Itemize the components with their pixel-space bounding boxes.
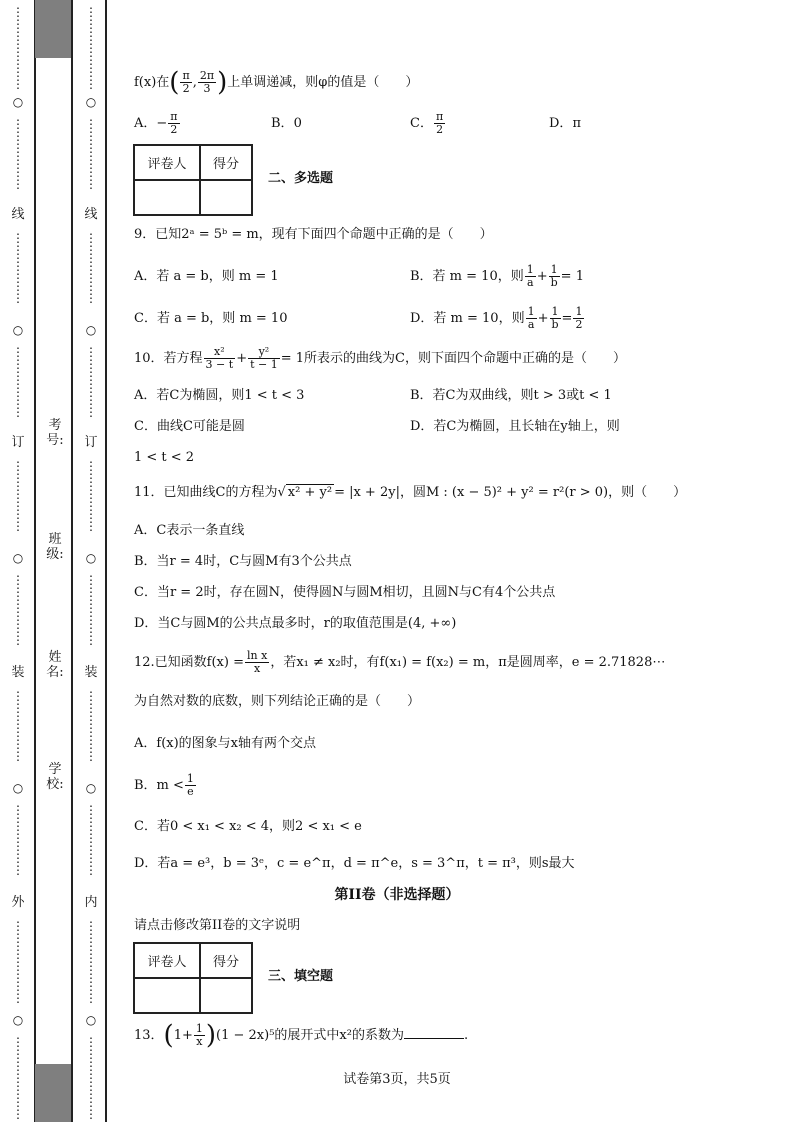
dotted-rule: ⋮ ⋮ ⋮ ⋮ ⋮ ⋮ ⋮ bbox=[12, 1035, 24, 1121]
dotted-rule: ⋮ ⋮ ⋮ ⋮ ⋮ ⋮ bbox=[85, 459, 97, 533]
info-school[interactable]: 学校: bbox=[46, 762, 64, 792]
q11-option-c[interactable]: C．当r = 2时，存在圆N，使得圆N与圆M相切，且圆N与C有4个公共点 bbox=[134, 585, 556, 600]
dotted-rule: ⋮ ⋮ ⋮ ⋮ ⋮ ⋮ bbox=[85, 803, 97, 877]
q8-prefix: f(x)在 bbox=[134, 75, 170, 90]
margin-line-mid bbox=[71, 0, 73, 1122]
section-title-fill: 三、填空题 bbox=[268, 969, 334, 984]
q10-option-b[interactable]: B．若C为双曲线，则t > 3或t < 1 bbox=[410, 388, 612, 403]
score-header-grader: 评卷人 bbox=[134, 943, 200, 978]
dotted-rule: ⋮ ⋮ ⋮ ⋮ ⋮ ⋮ bbox=[12, 117, 24, 191]
margin-label-wai: 外 bbox=[11, 895, 25, 910]
q12-option-b[interactable]: B．m < $\frac{1}{e}$ bbox=[134, 772, 194, 798]
q12-option-a[interactable]: A．f(x)的图象与x轴有两个交点 bbox=[134, 736, 317, 751]
part2-title: 第II卷（非选择题） bbox=[334, 887, 460, 903]
circle-marker: ○ bbox=[85, 781, 97, 795]
circle-marker: ○ bbox=[12, 95, 24, 109]
q8-option-d[interactable]: D．π bbox=[549, 116, 581, 131]
q8-frac2: $\frac{2\pi}{3}$ bbox=[199, 69, 215, 95]
dotted-rule: ⋮ ⋮ ⋮ ⋮ ⋮ ⋮ bbox=[85, 117, 97, 191]
dotted-rule: ⋮ ⋮ ⋮ ⋮ ⋮ ⋮ ⋮ bbox=[85, 5, 97, 91]
circle-marker: ○ bbox=[12, 1013, 24, 1027]
score-table-2 bbox=[133, 942, 253, 1014]
margin-label-xian: 线 bbox=[11, 207, 25, 222]
info-class[interactable]: 班级: bbox=[46, 532, 64, 562]
q10-option-c[interactable]: C．曲线C可能是圆 bbox=[134, 419, 245, 434]
q13-stem: 13．(1+ $\frac{1}{x}$ )(1 − 2x)⁵的展开式中x²的系数为 . bbox=[134, 1020, 469, 1051]
dotted-rule: ⋮ ⋮ ⋮ ⋮ ⋮ ⋮ bbox=[12, 459, 24, 533]
q12-option-c[interactable]: C．若0 < x₁ < x₂ < 4，则2 < x₁ < e bbox=[134, 819, 362, 834]
dotted-rule: ⋮ ⋮ ⋮ ⋮ ⋮ ⋮ bbox=[85, 231, 97, 305]
margin-label-zhuang-inner: 装 bbox=[84, 665, 98, 680]
circle-marker: ○ bbox=[12, 551, 24, 565]
circle-marker: ○ bbox=[85, 95, 97, 109]
part2-note[interactable]: 请点击修改第II卷的文字说明 bbox=[134, 918, 301, 933]
margin-line-left bbox=[34, 0, 36, 1122]
dotted-rule: ⋮ ⋮ ⋮ ⋮ ⋮ ⋮ ⋮ bbox=[12, 5, 24, 91]
info-name[interactable]: 姓名: bbox=[46, 650, 64, 680]
q8-stem: f(x)在( $\frac{\pi}{2}$ , $\frac{2\pi}{3}$ )上单调递减，则φ的值是（ ） bbox=[134, 67, 419, 98]
score-header-grader: 评卷人 bbox=[134, 145, 200, 180]
q11-option-d[interactable]: D．当C与圆M的公共点最多时，r的取值范围是(4, +∞) bbox=[134, 616, 457, 631]
q8-suffix: 上单调递减，则φ的值是（ ） bbox=[227, 75, 419, 90]
q10-option-d-cont: 1 < t < 2 bbox=[134, 450, 195, 465]
q10-option-d[interactable]: D．若C为椭圆，且长轴在y轴上，则 bbox=[410, 419, 620, 434]
q10-stem: 10．若方程 $\frac{\text{x²}}{3 - t}$ + $\frac{\text{y²}}{t - 1}$ = 1所表示的曲线为C，则下面四个命题中正确的是（ ） bbox=[134, 345, 626, 371]
circle-marker: ○ bbox=[85, 323, 97, 337]
margin-line-right bbox=[105, 0, 107, 1122]
score-cell-grader[interactable] bbox=[134, 180, 200, 215]
q8-option-b[interactable]: B．0 bbox=[271, 116, 302, 131]
score-table-1 bbox=[133, 144, 253, 216]
score-cell-grader[interactable] bbox=[134, 978, 200, 1013]
q10-option-a[interactable]: A．若C为椭圆，则1 < t < 3 bbox=[134, 388, 305, 403]
margin-label-nei: 内 bbox=[84, 895, 98, 910]
page-footer: 试卷第3页，共5页 bbox=[343, 1072, 451, 1087]
score-header-score: 得分 bbox=[200, 145, 252, 180]
q8-option-c[interactable]: C． $\frac{\pi}{2}$ bbox=[410, 110, 444, 136]
q9-option-c[interactable]: C．若 a = b，则 m = 10 bbox=[134, 311, 288, 326]
dotted-rule: ⋮ ⋮ ⋮ ⋮ ⋮ ⋮ ⋮ bbox=[85, 1035, 97, 1121]
gray-block-top bbox=[35, 0, 71, 58]
dotted-rule: ⋮ ⋮ ⋮ ⋮ ⋮ ⋮ ⋮ bbox=[12, 919, 24, 1005]
circle-marker: ○ bbox=[85, 551, 97, 565]
dotted-rule: ⋮ ⋮ ⋮ ⋮ ⋮ ⋮ bbox=[85, 573, 97, 647]
score-cell-score[interactable] bbox=[200, 978, 252, 1013]
dotted-rule: ⋮ ⋮ ⋮ ⋮ ⋮ ⋮ bbox=[85, 345, 97, 419]
dotted-rule: ⋮ ⋮ ⋮ ⋮ ⋮ ⋮ bbox=[12, 573, 24, 647]
dotted-rule: ⋮ ⋮ ⋮ ⋮ ⋮ ⋮ bbox=[12, 231, 24, 305]
q12-option-d[interactable]: D．若a = e³，b = 3ᵉ，c = e^π，d = π^e，s = 3^π，t = π³，则s最大 bbox=[134, 856, 575, 871]
margin-label-zhuang: 装 bbox=[11, 665, 25, 680]
q12-stem: 12.已知函数f(x) = $\frac{\text{ln x}}{x}$ ，若x₁ ≠ x₂时，有f(x₁) = f(x₂) = m，π是圆周率，e = 2.71828⋯ bbox=[134, 649, 666, 675]
circle-marker: ○ bbox=[12, 323, 24, 337]
score-cell-score[interactable] bbox=[200, 180, 252, 215]
q8-option-a[interactable]: A．− $\frac{\pi}{2}$ bbox=[134, 110, 178, 136]
dotted-rule: ⋮ ⋮ ⋮ ⋮ ⋮ ⋮ ⋮ bbox=[85, 919, 97, 1005]
dotted-rule: ⋮ ⋮ ⋮ ⋮ ⋮ ⋮ bbox=[12, 689, 24, 763]
q9-option-d[interactable]: D．若 m = 10，则 $\frac{1}{a}$ + $\frac{1}{b}$ = $\frac{1}{2}$ bbox=[410, 305, 583, 331]
q11-stem: 11．已知曲线C的方程为√ x² + y² = |x + 2y|，圆M : (x − 5)² + y² = r²(r > 0)，则（ ） bbox=[134, 485, 687, 500]
q8-frac1: $\frac{\pi}{2}$ bbox=[182, 69, 190, 95]
q13-answer-blank[interactable] bbox=[404, 1026, 464, 1039]
q11-option-b[interactable]: B．当r = 4时，C与圆M有3个公共点 bbox=[134, 554, 352, 569]
dotted-rule: ⋮ ⋮ ⋮ ⋮ ⋮ ⋮ bbox=[85, 689, 97, 763]
circle-marker: ○ bbox=[12, 781, 24, 795]
info-exam-number[interactable]: 考号: bbox=[46, 418, 64, 448]
q9-option-a[interactable]: A．若 a = b，则 m = 1 bbox=[134, 269, 279, 284]
q12-stem-line2: 为自然对数的底数，则下列结论正确的是（ ） bbox=[134, 694, 421, 709]
q11-option-a[interactable]: A．C表示一条直线 bbox=[134, 523, 245, 538]
dotted-rule: ⋮ ⋮ ⋮ ⋮ ⋮ ⋮ bbox=[12, 803, 24, 877]
q9-option-b[interactable]: B．若 m = 10，则 $\frac{1}{a}$ + $\frac{1}{b}$ = 1 bbox=[410, 263, 584, 289]
section-title-multi: 二、多选题 bbox=[268, 171, 334, 186]
score-header-score: 得分 bbox=[200, 943, 252, 978]
dotted-rule: ⋮ ⋮ ⋮ ⋮ ⋮ ⋮ bbox=[12, 345, 24, 419]
circle-marker: ○ bbox=[85, 1013, 97, 1027]
q9-stem: 9．已知2ᵃ = 5ᵇ = m，现有下面四个命题中正确的是（ ） bbox=[134, 227, 493, 242]
margin-label-ding: 订 bbox=[11, 435, 25, 450]
margin-label-xian-inner: 线 bbox=[84, 207, 98, 222]
margin-label-ding-inner: 订 bbox=[84, 435, 98, 450]
